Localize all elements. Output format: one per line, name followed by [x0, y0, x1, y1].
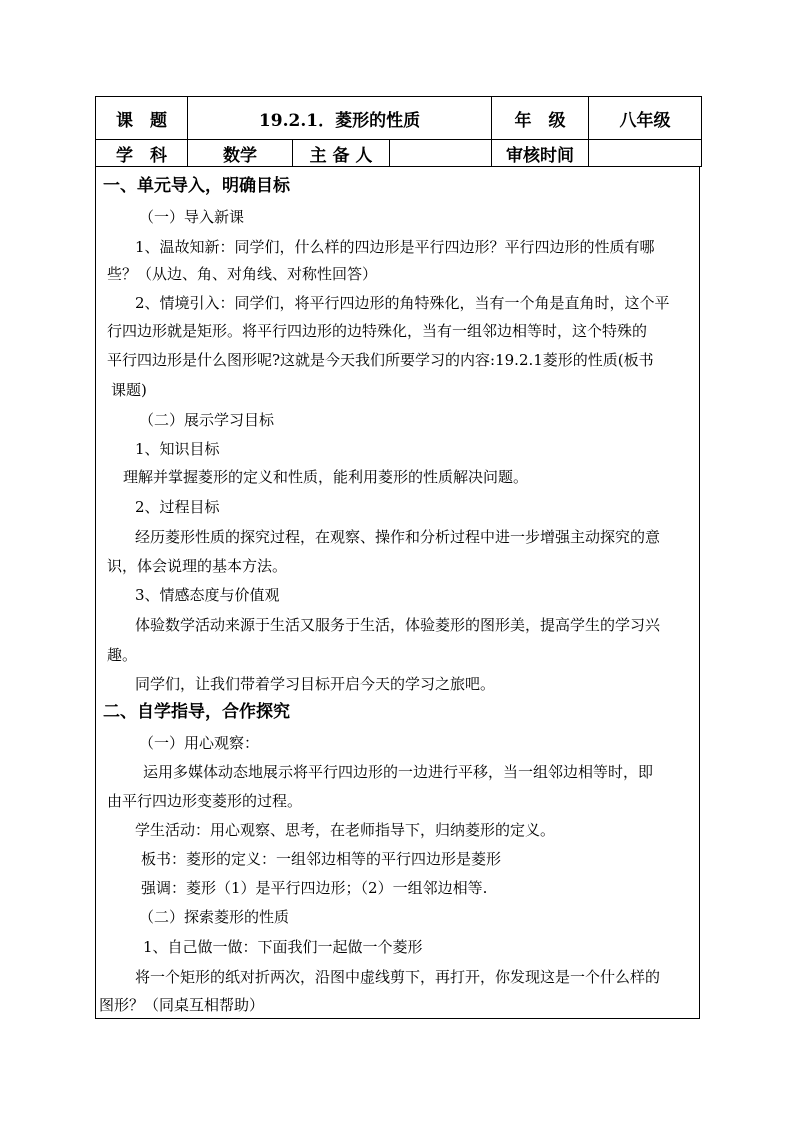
subsection-heading: （一）用心观察： — [139, 734, 260, 752]
subsection-heading: （二）展示学习目标 — [139, 411, 275, 429]
header-row-1 — [96, 97, 702, 140]
course-label: 课 题 — [96, 97, 188, 140]
paragraph-line: 趣。 — [107, 646, 138, 664]
paragraph-line: 2、过程目标 — [135, 498, 220, 516]
paragraph-line: 3、情感态度与价值观 — [135, 586, 280, 604]
paragraph-line: 1、知识目标 — [135, 440, 220, 458]
paragraph-line: 课题) — [111, 381, 147, 399]
paragraph-line: 理解并掌握菱形的定义和性质，能利用菱形的性质解决问题。 — [123, 468, 529, 486]
paragraph-line: 强调：菱形（1）是平行四边形；（2）一组邻边相等. — [141, 879, 488, 897]
paragraph-line: 图形？（同桌互相帮助） — [99, 996, 265, 1014]
section-heading-1: 一、单元导入，明确目标 — [103, 176, 290, 196]
lesson-body — [95, 167, 700, 1019]
subject-label: 学 科 — [96, 140, 188, 167]
grade-value: 八年级 — [589, 97, 702, 140]
paragraph-line: 平行四边形是什么图形呢?这就是今天我们所要学习的内容:19.2.1菱形的性质(板书 — [107, 351, 654, 369]
paragraph-line: 学生活动：用心观察、思考，在老师指导下，归纳菱形的定义。 — [135, 821, 556, 839]
header-row-2 — [96, 140, 702, 167]
grade-label: 年 级 — [492, 97, 589, 140]
subsection-heading: （一）导入新课 — [139, 208, 245, 226]
preparer-value — [390, 140, 492, 167]
paragraph-line: 1、温故知新：同学们，什么样的四边形是平行四边形？平行四边形的性质有哪 — [135, 238, 655, 256]
course-value: 19.2.1．菱形的性质 — [188, 97, 492, 140]
paragraph-line: 将一个矩形的纸对折两次，沿图中虚线剪下，再打开，你发现这是一个什么样的 — [135, 968, 661, 986]
paragraph-line: 2、情境引入：同学们，将平行四边形的角特殊化，当有一个角是直角时，这个平 — [135, 294, 670, 312]
paragraph-line: 运用多媒体动态地展示将平行四边形的一边进行平移，当一组邻边相等时，即 — [143, 763, 654, 781]
paragraph-line: 经历菱形性质的探究过程，在观察、操作和分析过程中进一步增强主动探究的意 — [135, 528, 661, 546]
paragraph-line: 由平行四边形变菱形的过程。 — [107, 792, 303, 810]
subject-value: 数学 — [188, 140, 293, 167]
paragraph-line: 识，体会说理的基本方法。 — [107, 557, 288, 575]
paragraph-line: 些？（从边、角、对角线、对称性回答） — [107, 265, 378, 283]
review-time-value — [589, 140, 702, 167]
paragraph-line: 板书：菱形的定义：一组邻边相等的平行四边形是菱形 — [141, 850, 502, 868]
paragraph-line: 1、自己做一做：下面我们一起做一个菱形 — [143, 938, 423, 956]
section-heading-2: 二、自学指导，合作探究 — [103, 702, 290, 722]
subsection-heading: （二）探索菱形的性质 — [139, 908, 290, 926]
paragraph-line: 行四边形就是矩形。将平行四边形的边特殊化，当有一组邻边相等时，这个特殊的 — [107, 322, 648, 340]
review-time-label: 审核时间 — [492, 140, 589, 167]
paragraph-line: 体验数学活动来源于生活又服务于生活，体验菱形的图形美，提高学生的学习兴 — [135, 616, 661, 634]
preparer-label: 主 备 人 — [293, 140, 390, 167]
paragraph-line: 同学们，让我们带着学习目标开启今天的学习之旅吧。 — [135, 675, 496, 693]
lesson-header-table — [95, 96, 702, 167]
